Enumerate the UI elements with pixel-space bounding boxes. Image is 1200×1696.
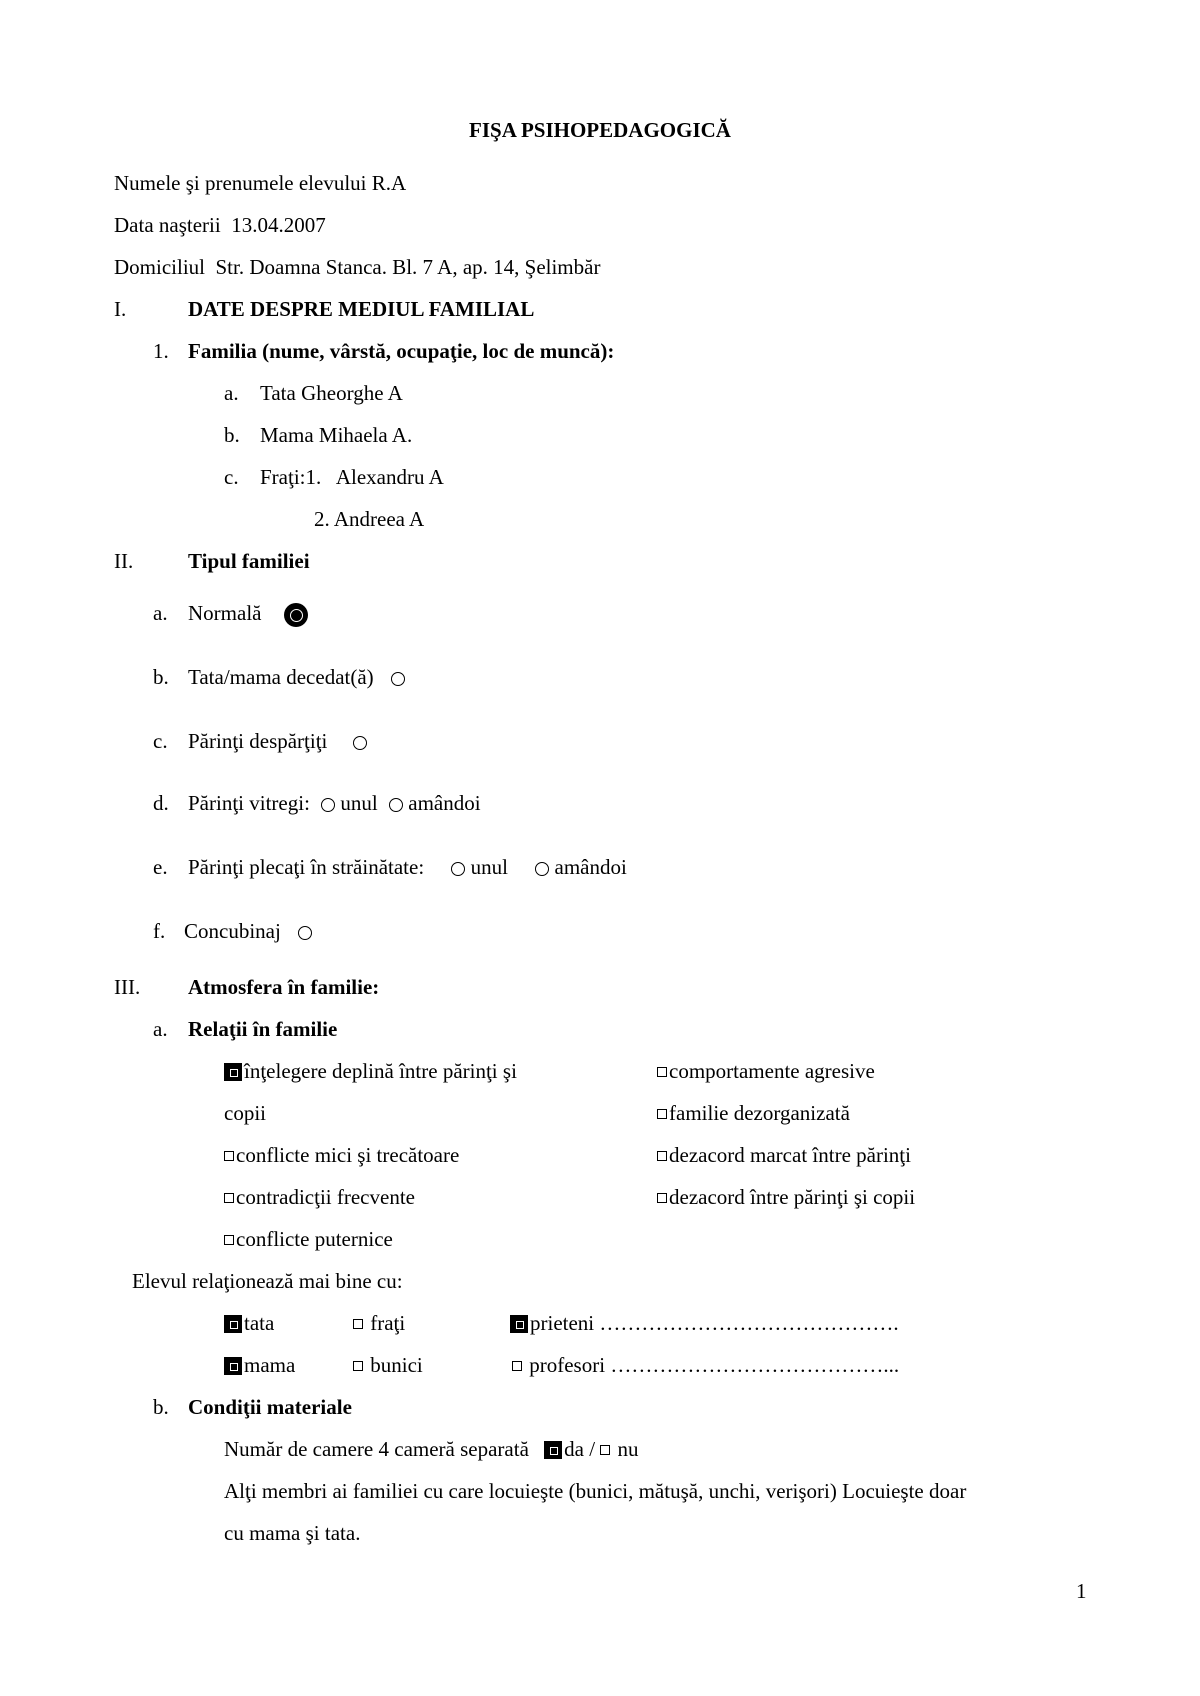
- option-sub-label: unul: [470, 855, 509, 879]
- relation-label-continued: copii: [224, 1101, 266, 1125]
- relations-letter: a.: [153, 1017, 168, 1041]
- relation-label: dezacord marcat între părinţi: [669, 1143, 911, 1167]
- option-letter: d.: [153, 791, 169, 815]
- relation-label: dezacord între părinţi şi copii: [669, 1185, 916, 1209]
- relation-label: familie dezorganizată: [669, 1101, 850, 1125]
- address-line: [114, 254, 600, 280]
- material-letter: b.: [153, 1395, 169, 1419]
- option-label: Părinţi vitregi:: [188, 791, 310, 815]
- checkbox-minor-conflicts[interactable]: [224, 1151, 234, 1161]
- relates-option-profesori: [512, 1352, 899, 1378]
- option-letter: b.: [153, 665, 169, 689]
- others-line-2: cu mama şi tata.: [224, 1521, 361, 1545]
- checkbox-separate-room-no[interactable]: [600, 1445, 610, 1455]
- family-item-number: 1.: [153, 339, 169, 363]
- radio-stepparent-one[interactable]: [321, 798, 335, 812]
- checkbox-strong-conflicts[interactable]: [224, 1235, 234, 1245]
- option-label: Tata/mama decedat(ă): [188, 665, 374, 689]
- family-type-concubinage: [184, 918, 312, 944]
- checkbox-profesori[interactable]: [512, 1361, 522, 1371]
- fill-in-dots: …………………………………...: [610, 1353, 900, 1377]
- student-name-value: R.A: [371, 171, 407, 195]
- relates-label: profesori: [529, 1353, 606, 1377]
- radio-abroad-both[interactable]: [535, 862, 549, 876]
- section2-number: II.: [114, 549, 134, 573]
- checkbox-parent-disagreement[interactable]: [657, 1151, 667, 1161]
- option-sub-label: unul: [340, 791, 378, 815]
- relation-option-understanding: [224, 1058, 517, 1084]
- member-text: Fraţi:1. Alexandru A: [260, 465, 444, 489]
- member-letter: b.: [224, 423, 240, 447]
- rooms-line: [224, 1436, 639, 1462]
- relation-label: înţelegere deplină între părinţi şi: [244, 1059, 517, 1083]
- option-letter: f.: [153, 919, 166, 943]
- relates-option-frati: [353, 1310, 405, 1336]
- relates-label: mama: [244, 1353, 296, 1377]
- student-name-line: [114, 170, 406, 196]
- option-label: Părinţi despărţiţi: [188, 729, 328, 753]
- option-letter: e.: [153, 855, 168, 879]
- relation-option-disorganized: [657, 1100, 850, 1126]
- family-type-separated: [188, 728, 367, 754]
- page-number: 1: [1076, 1579, 1087, 1603]
- relation-option-parent-child-disagreement: [657, 1184, 915, 1210]
- document-title: FIŞA PSIHOPEDAGOGICĂ: [469, 118, 731, 142]
- dob-line: [114, 212, 326, 238]
- student-name-label: Numele şi prenumele elevului: [114, 171, 367, 195]
- family-type-abroad: [188, 854, 627, 880]
- relates-option-tata: [224, 1310, 274, 1336]
- radio-stepparent-both[interactable]: [389, 798, 403, 812]
- option-label: Normală: [188, 601, 262, 625]
- option-sub-label: amândoi: [554, 855, 627, 879]
- relation-label: conflicte mici şi trecătoare: [236, 1143, 460, 1167]
- radio-separated[interactable]: [353, 736, 367, 750]
- option-label: Părinţi plecaţi în străinătate:: [188, 855, 425, 879]
- checkbox-tata-checked[interactable]: [228, 1319, 238, 1329]
- relation-option-parent-disagreement: [657, 1142, 911, 1168]
- checkbox-disorganized[interactable]: [657, 1109, 667, 1119]
- section3-heading: Atmosfera în familie:: [188, 975, 380, 999]
- option-letter: a.: [153, 601, 168, 625]
- yes-label: da /: [564, 1437, 596, 1461]
- radio-normal-selected[interactable]: [289, 608, 303, 622]
- relates-option-bunici: [353, 1352, 423, 1378]
- radio-concubinage[interactable]: [298, 926, 312, 940]
- fill-in-dots: …………………………………….: [599, 1311, 899, 1335]
- rooms-text: Număr de camere 4 cameră separată: [224, 1437, 529, 1461]
- material-heading: Condiţii materiale: [188, 1395, 352, 1419]
- checkbox-frati[interactable]: [353, 1319, 363, 1329]
- relates-label: bunici: [370, 1353, 423, 1377]
- checkbox-prieteni-checked[interactable]: [514, 1319, 524, 1329]
- section3-number: III.: [114, 975, 141, 999]
- relations-heading: Relaţii în familie: [188, 1017, 338, 1041]
- sibling-2: 2. Andreea A: [314, 507, 425, 531]
- family-type-stepparents: [188, 790, 481, 816]
- checkbox-separate-room-yes-checked[interactable]: [548, 1445, 558, 1455]
- relation-option-contradictions: [224, 1184, 415, 1210]
- relation-label: contradicţii frecvente: [236, 1185, 415, 1209]
- relation-option-strong-conflicts: [224, 1226, 393, 1252]
- checkbox-contradictions[interactable]: [224, 1193, 234, 1203]
- radio-deceased[interactable]: [391, 672, 405, 686]
- relates-label: Elevul relaţionează mai bine cu:: [132, 1269, 403, 1293]
- family-item-label: Familia (nume, vârstă, ocupaţie, loc de muncă):: [188, 339, 615, 363]
- relation-label: comportamente agresive: [669, 1059, 875, 1083]
- member-text: Mama Mihaela A.: [260, 423, 413, 447]
- checkbox-mama-checked[interactable]: [228, 1361, 238, 1371]
- section1-heading: DATE DESPRE MEDIUL FAMILIAL: [188, 297, 535, 321]
- member-letter: a.: [224, 381, 239, 405]
- relates-option-prieteni: [510, 1310, 899, 1336]
- option-letter: c.: [153, 729, 168, 753]
- checkbox-understanding-checked[interactable]: [228, 1067, 238, 1077]
- relates-label: tata: [244, 1311, 275, 1335]
- checkbox-aggressive[interactable]: [657, 1067, 667, 1077]
- checkbox-bunici[interactable]: [353, 1361, 363, 1371]
- relates-option-mama: [224, 1352, 295, 1378]
- relates-label: fraţi: [370, 1311, 406, 1335]
- others-line-1: Alţi membri ai familiei cu care locuieşte (bunici, mătuşă, unchi, verişori) Locuieşte doar: [224, 1479, 967, 1503]
- family-type-normal: [188, 600, 303, 626]
- checkbox-parent-child-disagreement[interactable]: [657, 1193, 667, 1203]
- family-type-deceased: [188, 664, 405, 690]
- section2-heading: Tipul familiei: [188, 549, 310, 573]
- dob-label: Data naşterii: [114, 213, 221, 237]
- option-label: Concubinaj: [184, 919, 281, 943]
- relation-label: conflicte puternice: [236, 1227, 393, 1251]
- address-label: Domiciliul: [114, 255, 205, 279]
- no-label: nu: [617, 1437, 639, 1461]
- address-value: Str. Doamna Stanca. Bl. 7 A, ap. 14, Şelimbăr: [215, 255, 601, 279]
- relation-option-aggressive: [657, 1058, 875, 1084]
- relation-option-minor-conflicts: [224, 1142, 459, 1168]
- member-letter: c.: [224, 465, 239, 489]
- radio-abroad-one[interactable]: [451, 862, 465, 876]
- dob-value: 13.04.2007: [231, 213, 326, 237]
- relates-label: prieteni: [530, 1311, 595, 1335]
- member-text: Tata Gheorghe A: [260, 381, 403, 405]
- section1-number: I.: [114, 297, 127, 321]
- option-sub-label: amândoi: [408, 791, 481, 815]
